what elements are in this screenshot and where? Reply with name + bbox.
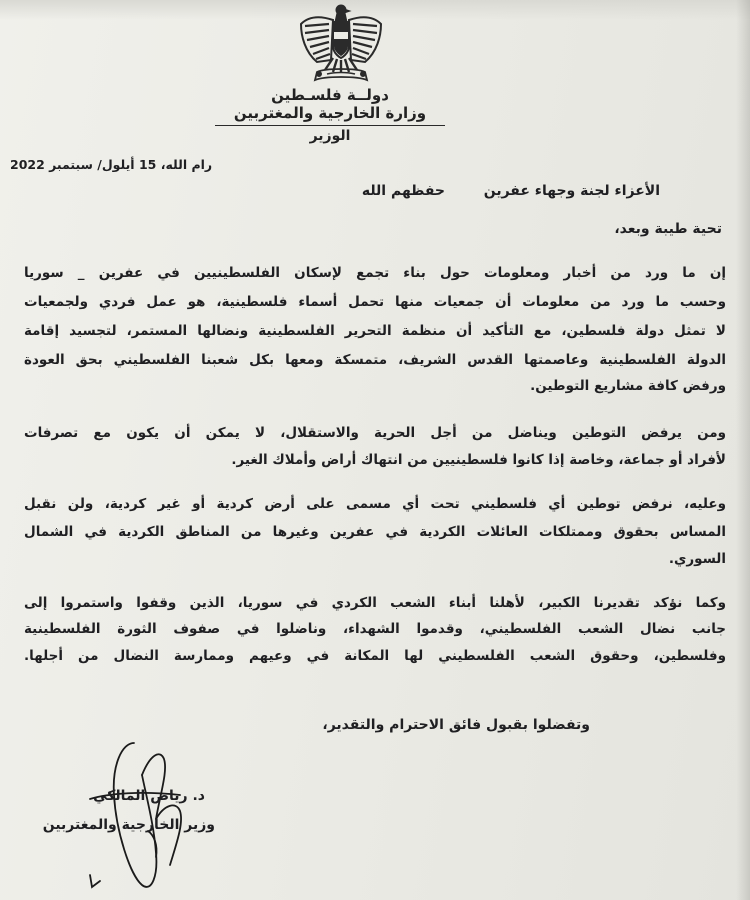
paragraph-3-line: المساس بحقوق وممتلكات العائلات الكردية في عفرين وغيرها من المناطق الكردية في الشمال	[24, 524, 726, 540]
header-ministry-name: وزارة الخارجية والمغتربين	[233, 104, 427, 122]
recipient-honorific: حفظهم الله	[361, 183, 445, 199]
right-shadow	[736, 0, 750, 900]
paragraph-2-line: ومن يرفض التوطين ويناضل من أجل الحرية والاستقلال، لا يمكن أن يكون مع تصرفات	[24, 425, 726, 441]
closing-line: وتفضلوا بقبول فائق الاحترام والتقدير،	[322, 717, 590, 733]
header-state-name: دولــة فلسـطين	[271, 86, 389, 104]
letter-date: رام الله، 15 أيلول/ سبتمبر 2022	[10, 157, 213, 172]
paragraph-4-line: وفلسطين، وحقوق الشعب الفلسطيني لها المكانة في وعيهم وممارسة النضال من أجلها.	[24, 648, 726, 664]
paragraph-1-line: إن ما ورد من أخبار ومعلومات حول بناء تجمع لإسكان الفلسطينيين في عفرين _ سوريا	[24, 265, 726, 281]
paragraph-1-line: وحسب ما ورد من معلومات أن جمعيات منها تحمل أسماء فلسطينية، هو عمل فردي ولجمعيات	[24, 294, 726, 310]
greeting: تحية طيبة وبعد،	[614, 221, 722, 237]
signatory-title: وزير الخارجية والمغتربين	[42, 817, 215, 833]
handwritten-signature	[30, 735, 230, 895]
paragraph-4-line: جانب نضال الشعب الفلسطيني، وقدموا الشهداء، وناضلوا في صفوف الثورة الفلسطينية	[24, 621, 726, 637]
paragraph-3-line: السوري.	[668, 551, 726, 567]
paragraph-1-line: ورفض كافة مشاريع التوطين.	[530, 378, 726, 394]
paragraph-1-line: الدولة الفلسطينية وعاصمتها القدس الشريف، متمسكة ومعها بكل شعبنا الفلسطيني بحق العودة	[24, 352, 726, 368]
paragraph-1-line: لا تمثل دولة فلسطين، مع التأكيد أن منظمة التحرير الفلسطينية ونضالها المستمر، لتجسيد إقامة	[24, 323, 726, 339]
paragraph-4-line: وكما نؤكد تقديرنا الكبير، لأهلنا أبناء الشعب الكردي في سوريا، الذين وقفوا واستمروا إلى	[24, 595, 726, 611]
palestine-emblem-icon	[295, 2, 387, 88]
paragraph-2-line: لأفراد أو جماعة، وخاصة إذا كانوا فلسطينيين من انتهاك أراض وأملاك الغير.	[231, 452, 726, 468]
signatory-name: د. رياض المالكي	[93, 788, 205, 804]
header-minister-title: الوزير	[309, 128, 351, 144]
header-divider	[215, 125, 445, 126]
recipient: الأعزاء لجنة وجهاء عفرين	[483, 183, 660, 199]
paragraph-3-line: وعليه، نرفض توطين أي فلسطيني تحت أي مسمى على أرض كردية أو غير كردية، ولن نقبل	[24, 496, 726, 512]
